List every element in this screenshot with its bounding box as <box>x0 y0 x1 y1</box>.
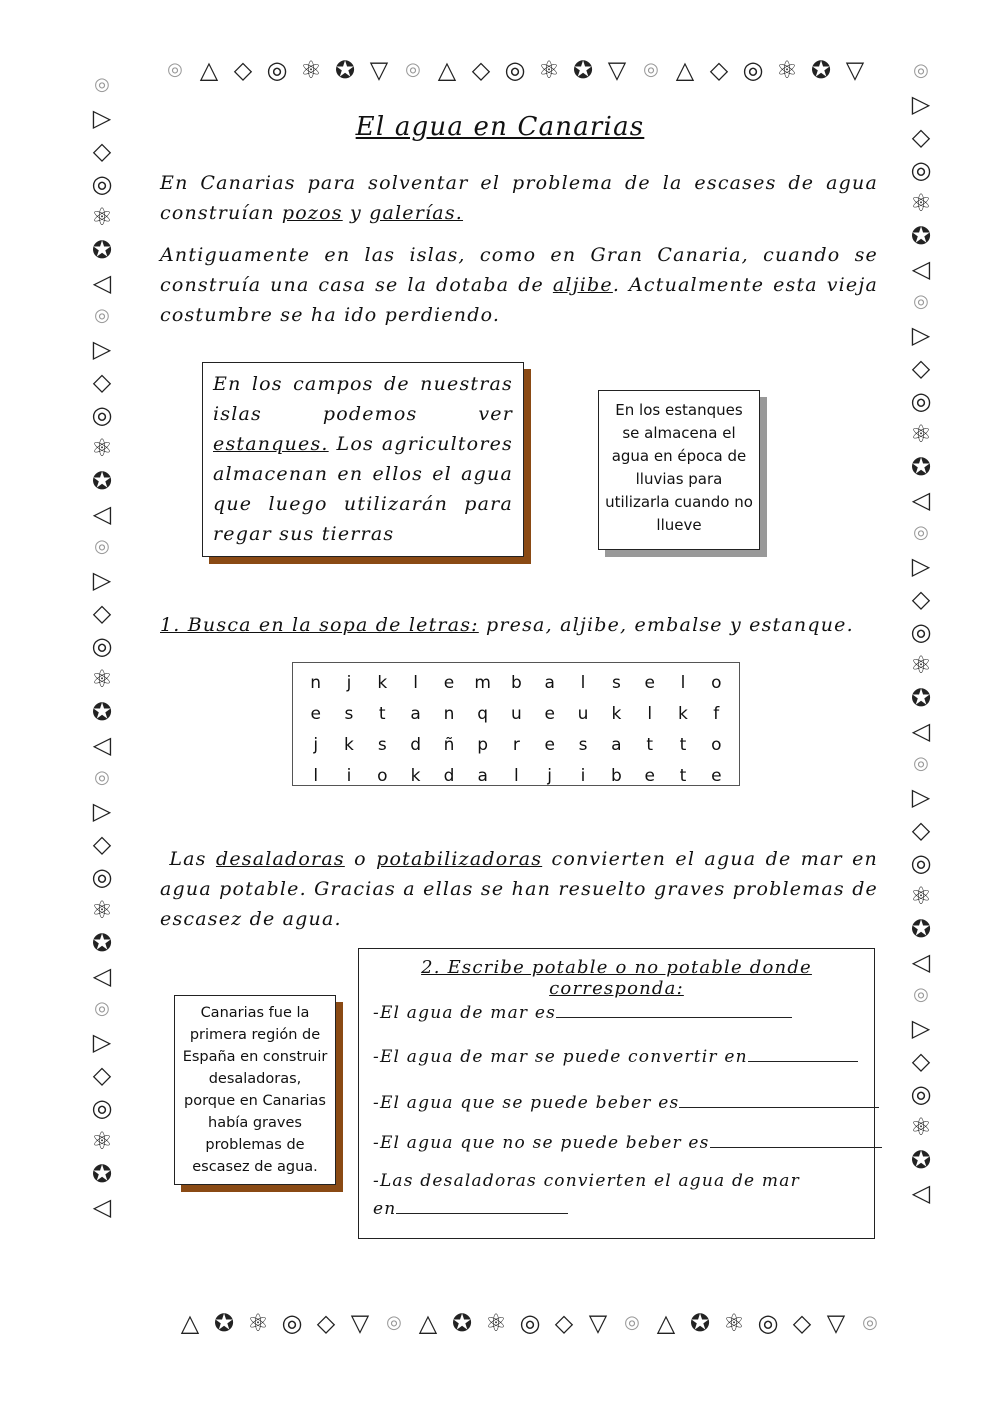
word-search-cell: l <box>313 765 319 786</box>
estanques-word: estanques. <box>213 433 329 455</box>
triangle-icon: △ <box>675 56 695 84</box>
star-circle-icon: ✪ <box>213 1309 235 1337</box>
desaladoras-text: o <box>344 848 377 870</box>
star-circle-icon: ✪ <box>572 56 594 84</box>
diamond-icon: ◇ <box>471 56 491 84</box>
right-ornament-border <box>906 56 936 1208</box>
concentric-circles-icon: ◎ <box>91 170 113 198</box>
triangle-icon: ◁ <box>911 948 931 976</box>
exercise-2-item-5-cont <box>373 1197 568 1219</box>
figure-icon: ⚛ <box>91 665 113 693</box>
word-search-cell: q <box>477 703 489 724</box>
item-label: -El agua que no se puede beber es <box>373 1133 710 1153</box>
triangle-icon: ◁ <box>92 500 112 528</box>
desaladoras-paragraph <box>160 844 878 934</box>
intro-text: Antiguamente en las islas, como en Gran Canaria, cuando se construía una casa se la dotaba de <box>160 244 878 296</box>
word-search-cell: k <box>344 734 354 755</box>
diamond-icon: ◇ <box>792 1309 812 1337</box>
word-search-cell: e <box>310 703 321 724</box>
spiral-icon: ◎ <box>94 767 110 788</box>
triangle-down-icon: ▽ <box>845 56 865 84</box>
triangle-icon: △ <box>180 1309 200 1337</box>
spiral-icon: ◎ <box>94 305 110 326</box>
triangle-icon: ◁ <box>92 962 112 990</box>
word-search-cell: e <box>644 672 655 693</box>
star-circle-icon: ✪ <box>910 684 932 712</box>
concentric-circles-icon: ◎ <box>504 56 526 84</box>
word-search-cell: b <box>610 765 622 786</box>
potabilizadoras-word: potabilizadoras <box>376 848 543 870</box>
spiral-icon: ◎ <box>167 59 183 80</box>
answer-blank[interactable] <box>556 1001 792 1018</box>
word-search-cell: e <box>544 703 555 724</box>
concentric-circles-icon: ◎ <box>910 1080 932 1108</box>
page-title: El agua en Canarias <box>355 112 645 142</box>
figure-icon: ⚛ <box>91 203 113 231</box>
word-search-cell: j <box>547 765 553 786</box>
word-search-cell: j <box>313 734 319 755</box>
triangle-icon: ▷ <box>911 552 931 580</box>
star-circle-icon: ✪ <box>91 467 113 495</box>
item-label: -El agua que se puede beber es <box>373 1093 680 1113</box>
figure-icon: ⚛ <box>910 651 932 679</box>
pozos-word: pozos <box>281 202 343 224</box>
word-search-cell: l <box>647 703 653 724</box>
spiral-icon: ◎ <box>862 1312 878 1333</box>
triangle-icon: △ <box>418 1309 438 1337</box>
triangle-icon: △ <box>199 56 219 84</box>
galerias-word: galerías. <box>369 202 464 224</box>
answer-blank[interactable] <box>396 1197 568 1214</box>
intro-paragraph-1 <box>160 168 878 228</box>
concentric-circles-icon: ◎ <box>757 1309 779 1337</box>
triangle-icon: ▷ <box>911 321 931 349</box>
aljibe-word: aljibe <box>552 274 613 296</box>
concentric-circles-icon: ◎ <box>91 863 113 891</box>
spiral-icon: ◎ <box>913 291 929 312</box>
figure-icon: ⚛ <box>910 882 932 910</box>
word-search-cell: t <box>679 734 687 755</box>
diamond-icon: ◇ <box>911 816 931 844</box>
diamond-icon: ◇ <box>911 354 931 382</box>
word-search-cell: b <box>510 672 522 693</box>
estanques-info-box: En los estanques se almacena el agua en época de lluvias para utilizarla cuando no llueve <box>598 390 760 550</box>
left-ornament-border <box>87 70 117 1222</box>
item-label: -El agua de mar se puede convertir en <box>373 1047 748 1067</box>
word-search-cell: k <box>611 703 622 724</box>
concentric-circles-icon: ◎ <box>281 1309 303 1337</box>
concentric-circles-icon: ◎ <box>742 56 764 84</box>
figure-icon: ⚛ <box>776 56 798 84</box>
word-search-row <box>299 698 733 729</box>
spiral-icon: ◎ <box>624 1312 640 1333</box>
word-search-cell: i <box>580 765 586 786</box>
word-search-cell: l <box>680 672 686 693</box>
word-search-cell: u <box>510 703 522 724</box>
star-circle-icon: ✪ <box>810 56 832 84</box>
word-search-cell: e <box>443 672 455 693</box>
triangle-down-icon: ▽ <box>826 1309 846 1337</box>
star-circle-icon: ✪ <box>91 236 113 264</box>
word-search-cell: s <box>611 672 621 693</box>
word-search-cell: i <box>346 765 352 786</box>
word-search-row <box>299 760 733 791</box>
star-circle-icon: ✪ <box>910 453 932 481</box>
spiral-icon: ◎ <box>913 522 929 543</box>
diamond-icon: ◇ <box>92 830 112 858</box>
word-search-cell: s <box>578 734 588 755</box>
figure-icon: ⚛ <box>91 434 113 462</box>
desaladoras-word: desaladoras <box>215 848 345 870</box>
diamond-icon: ◇ <box>92 599 112 627</box>
word-search-cell: k <box>377 672 388 693</box>
word-search-cell: a <box>410 703 421 724</box>
word-search-cell: e <box>644 765 655 786</box>
box-text: Los agricultores almacenan en ellos el agua que luego utilizarán para regar sus tierras <box>213 433 513 545</box>
box-text: En los campos de nuestras islas podemos ver <box>213 373 513 425</box>
answer-blank[interactable] <box>679 1091 879 1108</box>
star-circle-icon: ✪ <box>91 929 113 957</box>
triangle-icon: ▷ <box>92 797 112 825</box>
word-search-cell: k <box>410 765 421 786</box>
intro-text: y <box>342 202 370 224</box>
figure-icon: ⚛ <box>91 896 113 924</box>
triangle-icon: ▷ <box>911 90 931 118</box>
concentric-circles-icon: ◎ <box>910 156 932 184</box>
spiral-icon: ◎ <box>386 1312 402 1333</box>
word-search-cell: l <box>580 672 586 693</box>
star-circle-icon: ✪ <box>910 915 932 943</box>
word-search-cell: t <box>646 734 654 755</box>
figure-icon: ⚛ <box>910 420 932 448</box>
figure-icon: ⚛ <box>300 56 322 84</box>
word-search-cell: ñ <box>443 734 455 755</box>
spiral-icon: ◎ <box>913 60 929 81</box>
intro-paragraph-2 <box>160 240 878 330</box>
diamond-icon: ◇ <box>233 56 253 84</box>
word-search-cell: u <box>577 703 589 724</box>
diamond-icon: ◇ <box>92 1061 112 1089</box>
exercise-2-box <box>358 948 875 1239</box>
triangle-icon: ◁ <box>911 486 931 514</box>
word-search-cell: p <box>477 734 489 755</box>
word-search-cell: j <box>346 672 352 693</box>
exercise-1-text: presa, aljibe, embalse y estanque. <box>478 614 854 636</box>
word-search-cell: s <box>344 703 354 724</box>
triangle-icon: ◁ <box>92 269 112 297</box>
spiral-icon: ◎ <box>94 998 110 1019</box>
intro-text: En Canarias para solventar el problema de la escases de agua construían <box>160 172 878 224</box>
word-search-cell: r <box>512 734 520 755</box>
star-circle-icon: ✪ <box>91 1160 113 1188</box>
word-search-cell: t <box>378 703 386 724</box>
word-search-cell: o <box>711 672 722 693</box>
bottom-ornament-border <box>175 1308 885 1338</box>
word-search-table <box>299 667 733 791</box>
triangle-icon: ▷ <box>92 335 112 363</box>
canarias-info-box: Canarias fue la primera región de España en construir desaladoras, porque en Canarias había graves problemas de escasez de agua. <box>174 995 336 1185</box>
exercise-1-label: 1. Busca en la sopa de letras: <box>160 614 479 636</box>
word-search-row <box>299 729 733 760</box>
concentric-circles-icon: ◎ <box>266 56 288 84</box>
concentric-circles-icon: ◎ <box>91 1094 113 1122</box>
word-search-cell: o <box>377 765 388 786</box>
triangle-icon: △ <box>656 1309 676 1337</box>
triangle-icon: ▷ <box>92 104 112 132</box>
exercise-2-item-1 <box>373 1001 792 1023</box>
word-search-cell: f <box>713 703 720 724</box>
word-search-cell: l <box>513 765 519 786</box>
star-circle-icon: ✪ <box>91 698 113 726</box>
desaladoras-text: convierten el agua de mar en agua potable. Gracias a ellas se han resuelto graves problemas de escasez de agua. <box>160 848 878 930</box>
triangle-icon: ◁ <box>911 717 931 745</box>
word-search-cell: n <box>443 703 455 724</box>
figure-icon: ⚛ <box>91 1127 113 1155</box>
word-search-cell: a <box>477 765 488 786</box>
word-search-cell: l <box>413 672 418 693</box>
figure-icon: ⚛ <box>247 1309 269 1337</box>
diamond-icon: ◇ <box>316 1309 336 1337</box>
exercise-2-item-2 <box>373 1045 858 1067</box>
word-search-cell: d <box>443 765 455 786</box>
top-ornament-border <box>160 55 870 85</box>
word-search-cell: a <box>611 734 622 755</box>
word-search-cell: m <box>474 672 491 693</box>
concentric-circles-icon: ◎ <box>91 632 113 660</box>
exercise-2-item-5 <box>373 1171 800 1191</box>
triangle-down-icon: ▽ <box>588 1309 608 1337</box>
spiral-icon: ◎ <box>94 536 110 557</box>
diamond-icon: ◇ <box>911 585 931 613</box>
spiral-icon: ◎ <box>643 59 659 80</box>
triangle-icon: ▷ <box>911 1014 931 1042</box>
triangle-icon: ◁ <box>911 1179 931 1207</box>
word-search-row <box>299 667 733 698</box>
star-circle-icon: ✪ <box>689 1309 711 1337</box>
triangle-down-icon: ▽ <box>369 56 389 84</box>
triangle-down-icon: ▽ <box>350 1309 370 1337</box>
figure-icon: ⚛ <box>723 1309 745 1337</box>
spiral-icon: ◎ <box>405 59 421 80</box>
word-search-cell: k <box>678 703 688 724</box>
word-search-grid <box>292 662 740 786</box>
concentric-circles-icon: ◎ <box>519 1309 541 1337</box>
concentric-circles-icon: ◎ <box>910 849 932 877</box>
desaladoras-text: Las <box>169 848 216 870</box>
item-label: -Las desaladoras convierten el agua de mar <box>373 1171 800 1191</box>
answer-blank[interactable] <box>748 1045 858 1062</box>
figure-icon: ⚛ <box>910 1113 932 1141</box>
word-search-cell: e <box>711 765 722 786</box>
answer-blank[interactable] <box>710 1131 882 1148</box>
figure-icon: ⚛ <box>485 1309 507 1337</box>
star-circle-icon: ✪ <box>334 56 356 84</box>
word-search-cell: d <box>410 734 421 755</box>
triangle-icon: ▷ <box>92 1028 112 1056</box>
star-circle-icon: ✪ <box>910 222 932 250</box>
word-search-cell: s <box>377 734 387 755</box>
triangle-down-icon: ▽ <box>607 56 627 84</box>
exercise-2-title: 2. Escribe potable o no potable donde corresponda: <box>421 957 812 999</box>
item-label: en <box>373 1199 397 1219</box>
word-search-cell: a <box>544 672 555 693</box>
diamond-icon: ◇ <box>92 137 112 165</box>
word-search-cell: t <box>679 765 687 786</box>
spiral-icon: ◎ <box>913 753 929 774</box>
concentric-circles-icon: ◎ <box>91 401 113 429</box>
concentric-circles-icon: ◎ <box>910 387 932 415</box>
intro-text: . Actualmente esta vieja costumbre se ha ido perdiendo. <box>160 274 878 326</box>
triangle-icon: ▷ <box>911 783 931 811</box>
word-search-cell: o <box>711 734 722 755</box>
diamond-icon: ◇ <box>911 1047 931 1075</box>
estanques-box <box>202 362 524 557</box>
figure-icon: ⚛ <box>538 56 560 84</box>
triangle-icon: ◁ <box>92 1193 112 1221</box>
star-circle-icon: ✪ <box>451 1309 473 1337</box>
triangle-icon: △ <box>437 56 457 84</box>
triangle-icon: ◁ <box>911 255 931 283</box>
spiral-icon: ◎ <box>94 74 110 95</box>
exercise-2-item-4 <box>373 1131 882 1153</box>
figure-icon: ⚛ <box>910 189 932 217</box>
star-circle-icon: ✪ <box>910 1146 932 1174</box>
word-search-cell: n <box>310 672 322 693</box>
concentric-circles-icon: ◎ <box>910 618 932 646</box>
triangle-icon: ◁ <box>92 731 112 759</box>
word-search-cell: e <box>544 734 555 755</box>
diamond-icon: ◇ <box>554 1309 574 1337</box>
exercise-2-item-3 <box>373 1091 879 1113</box>
spiral-icon: ◎ <box>913 984 929 1005</box>
exercise-1-prompt <box>160 614 854 636</box>
triangle-icon: ▷ <box>92 566 112 594</box>
diamond-icon: ◇ <box>709 56 729 84</box>
diamond-icon: ◇ <box>911 123 931 151</box>
item-label: -El agua de mar es <box>373 1003 557 1023</box>
diamond-icon: ◇ <box>92 368 112 396</box>
